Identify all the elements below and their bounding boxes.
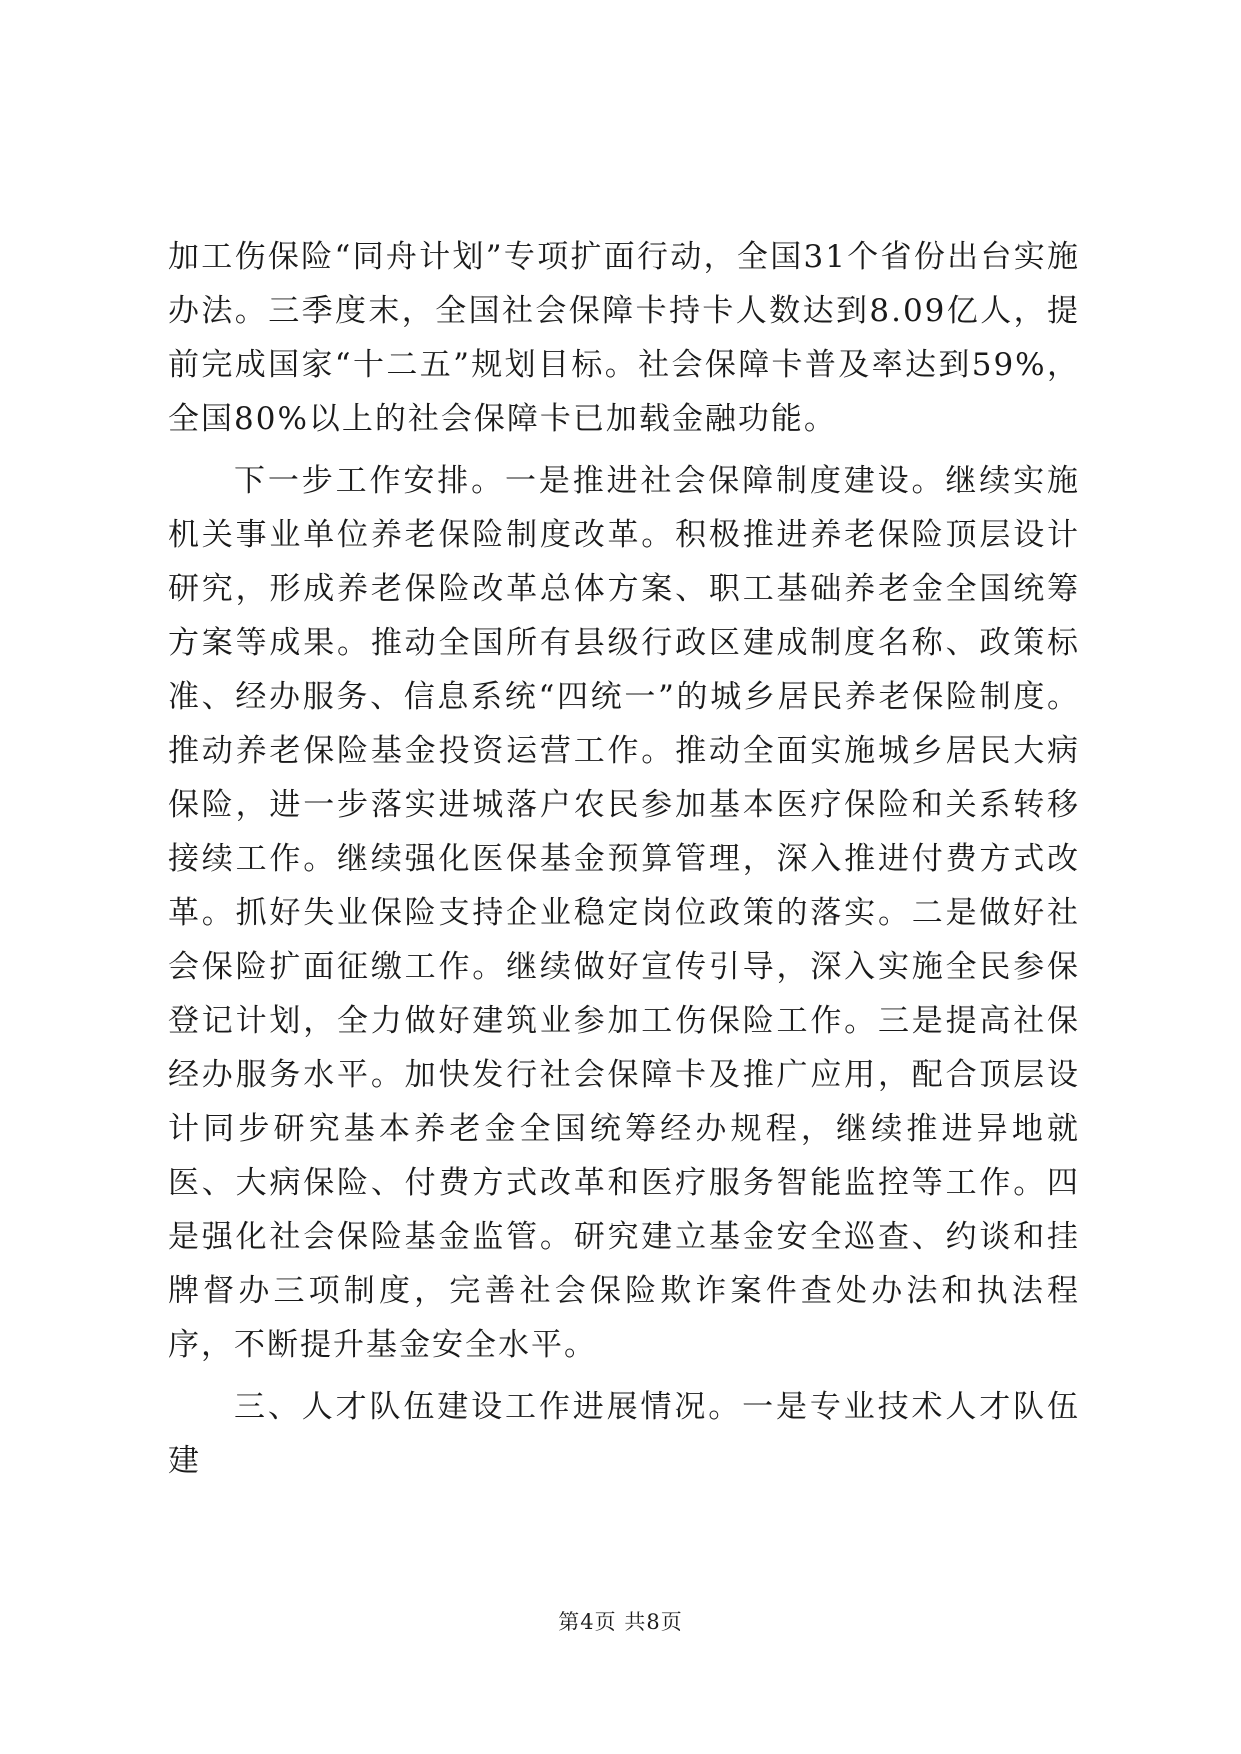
document-body bbox=[168, 230, 1080, 1488]
paragraph-talent-section: 三、人才队伍建设工作进展情况。一是专业技术人才队伍建 bbox=[168, 1389, 1080, 1479]
paragraph-continued: 加工伤保险“同舟计划”专项扩面行动，全国31个省份出台实施办法。三季度末，全国社会保障卡持卡人数达到8.09亿人，提前完成国家“十二五”规划目标。社会保障卡普及率达到59%，全国80%以上的社会保障卡已加载金融功能。 bbox=[168, 239, 1080, 437]
page-number-footer: 第4页 共8页 bbox=[558, 1610, 683, 1634]
paragraph-gap bbox=[168, 446, 1080, 454]
paragraph-gap bbox=[168, 1372, 1080, 1380]
paragraph-next-steps: 下一步工作安排。一是推进社会保障制度建设。继续实施机关事业单位养老保险制度改革。积极推进养老保险顶层设计研究，形成养老保险改革总体方案、职工基础养老金全国统筹方案等成果。推动全国所有县级行政区建成制度名称、政策标准、经办服务、信息系统“四统一”的城乡居民养老保险制度。推动养老保险基金投资运营工作。推动全面实施城乡居民大病保险，进一步落实进城落户农民参加基本医疗保险和关系转移接续工作。继续强化医保基金预算管理，深入推进付费方式改革。抓好失业保险支持企业稳定岗位政策的落实。二是做好社会保险扩面征缴工作。继续做好宣传引导，深入实施全民参保登记计划，全力做好建筑业参加工伤保险工作。三是提高社保经办服务水平。加快发行社会保障卡及推广应用，配合顶层设计同步研究基本养老金全国统筹经办规程，继续推进异地就医、大病保险、付费方式改革和医疗服务智能监控等工作。四是强化社会保险基金监管。研究建立基金安全巡查、约谈和挂牌督办三项制度，完善社会保险欺诈案件查处办法和执法程序，不断提升基金安全水平。 bbox=[168, 463, 1080, 1363]
